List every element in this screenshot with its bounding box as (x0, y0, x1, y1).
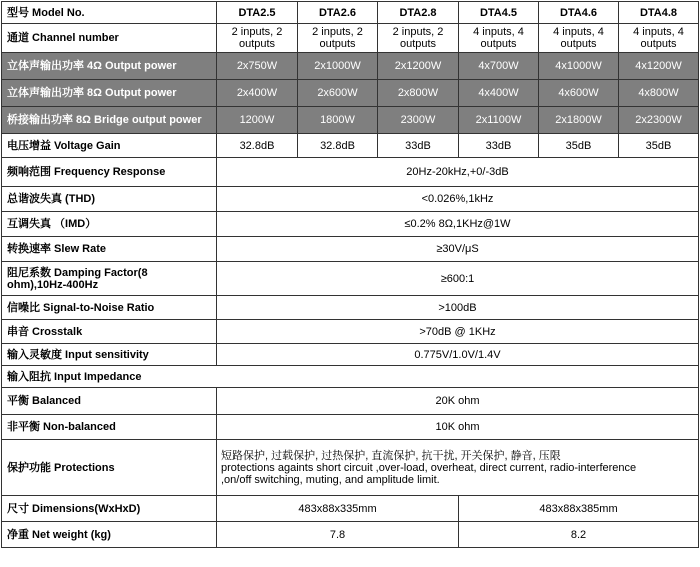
cell: ≤0.2% 8Ω,1KHz@1W (217, 212, 699, 237)
cell: 2x750W (217, 53, 298, 80)
cell: 4 inputs, 4 outputs (459, 24, 539, 53)
nonbalanced-row (2, 415, 699, 440)
cell: >70dB @ 1KHz (217, 320, 699, 344)
row-label: 信噪比 Signal-to-Noise Ratio (2, 296, 217, 320)
cell: 483x88x335mm (217, 496, 459, 522)
row-label: 尺寸 Dimensions(WxHxD) (2, 496, 217, 522)
row-label: 互调失真 （IMD） (2, 212, 217, 237)
row-label: 输入灵敏度 Input sensitivity (2, 344, 217, 366)
cell: 1200W (217, 107, 298, 134)
row-label: 净重 Net weight (kg) (2, 522, 217, 548)
cell: 2x1200W (378, 53, 459, 80)
cell: 4x600W (539, 80, 619, 107)
cell: 2x1000W (298, 53, 378, 80)
row-label: 频响范围 Frequency Response (2, 158, 217, 187)
cell: 20Hz-20kHz,+0/-3dB (217, 158, 699, 187)
cell: ≥600:1 (217, 262, 699, 296)
section-label: 输入阻抗 Input Impedance (2, 366, 699, 388)
cell: 4x400W (459, 80, 539, 107)
snr-row (2, 296, 699, 320)
row-label (2, 262, 217, 296)
cell: 4 inputs, 4 outputs (539, 24, 619, 53)
cell: 2x1100W (459, 107, 539, 134)
protections-row (2, 440, 699, 496)
slew-row (2, 237, 699, 262)
row-label: 立体声输出功率 4Ω Output power (2, 53, 217, 80)
text-line: 短路保护, 过载保护, 过热保护, 直流保护, 抗干扰, 开关保护, 静音, 压限 (221, 449, 561, 462)
cell: 2x400W (217, 80, 298, 107)
cell: 4x800W (619, 80, 699, 107)
damping-row (2, 262, 699, 296)
text-line: ,on/off switching, muting, and amplitude limit. (221, 473, 440, 486)
row-label: 平衡 Balanced (2, 388, 217, 415)
bridge-row (2, 107, 699, 134)
label-line: 阻尼系数 Damping Factor(8 (7, 266, 148, 279)
cell: 10K ohm (217, 415, 699, 440)
cell: 2x800W (378, 80, 459, 107)
row-label: 总谐波失真 (THD) (2, 187, 217, 212)
model-name: DTA2.6 (298, 2, 378, 24)
label-line: ohm),10Hz-400Hz (7, 278, 99, 291)
spec-table (1, 1, 699, 548)
cell: ≥30V/μS (217, 237, 699, 262)
row-label: 转换速率 Slew Rate (2, 237, 217, 262)
model-label: 型号 Model No. (2, 2, 217, 24)
row-label: 桥接输出功率 8Ω Bridge output power (2, 107, 217, 134)
weight-row (2, 522, 699, 548)
cell: 2x600W (298, 80, 378, 107)
cell: 20K ohm (217, 388, 699, 415)
text-line: protections againts short circuit ,over-load, overheat, direct current, radio-interference (221, 461, 637, 474)
cell: 8.2 (459, 522, 699, 548)
cell: <0.026%,1kHz (217, 187, 699, 212)
cell: 483x88x385mm (459, 496, 699, 522)
sensitivity-row (2, 344, 699, 366)
cell: 0.775V/1.0V/1.4V (217, 344, 699, 366)
cell: 2 inputs, 2 outputs (298, 24, 378, 53)
model-name: DTA4.5 (459, 2, 539, 24)
cell: 2x2300W (619, 107, 699, 134)
balanced-row (2, 388, 699, 415)
row-label: 通道 Channel number (2, 24, 217, 53)
model-name: DTA2.8 (378, 2, 459, 24)
cell: 1800W (298, 107, 378, 134)
thd-row (2, 187, 699, 212)
cell: >100dB (217, 296, 699, 320)
model-name: DTA2.5 (217, 2, 298, 24)
gain-row (2, 134, 699, 158)
freq-row (2, 158, 699, 187)
impedance-row (2, 366, 699, 388)
cell: 33dB (459, 134, 539, 158)
crosstalk-row (2, 320, 699, 344)
imd-row (2, 212, 699, 237)
cell: 7.8 (217, 522, 459, 548)
row-label: 电压增益 Voltage Gain (2, 134, 217, 158)
cell: 4 inputs, 4 outputs (619, 24, 699, 53)
cell: 4x1200W (619, 53, 699, 80)
cell: 2x1800W (539, 107, 619, 134)
protections-text (217, 440, 699, 496)
dimensions-row (2, 496, 699, 522)
model-name: DTA4.6 (539, 2, 619, 24)
channel-row (2, 24, 699, 53)
row-label: 保护功能 Protections (2, 440, 217, 496)
header-row (2, 2, 699, 24)
cell: 32.8dB (298, 134, 378, 158)
output-4ohm-row (2, 53, 699, 80)
cell: 2300W (378, 107, 459, 134)
cell: 33dB (378, 134, 459, 158)
model-name: DTA4.8 (619, 2, 699, 24)
cell: 32.8dB (217, 134, 298, 158)
output-8ohm-row (2, 80, 699, 107)
cell: 4x700W (459, 53, 539, 80)
row-label: 立体声输出功率 8Ω Output power (2, 80, 217, 107)
cell: 2 inputs, 2 outputs (217, 24, 298, 53)
row-label: 串音 Crosstalk (2, 320, 217, 344)
cell: 35dB (539, 134, 619, 158)
cell: 35dB (619, 134, 699, 158)
cell: 2 inputs, 2 outputs (378, 24, 459, 53)
cell: 4x1000W (539, 53, 619, 80)
row-label: 非平衡 Non-balanced (2, 415, 217, 440)
